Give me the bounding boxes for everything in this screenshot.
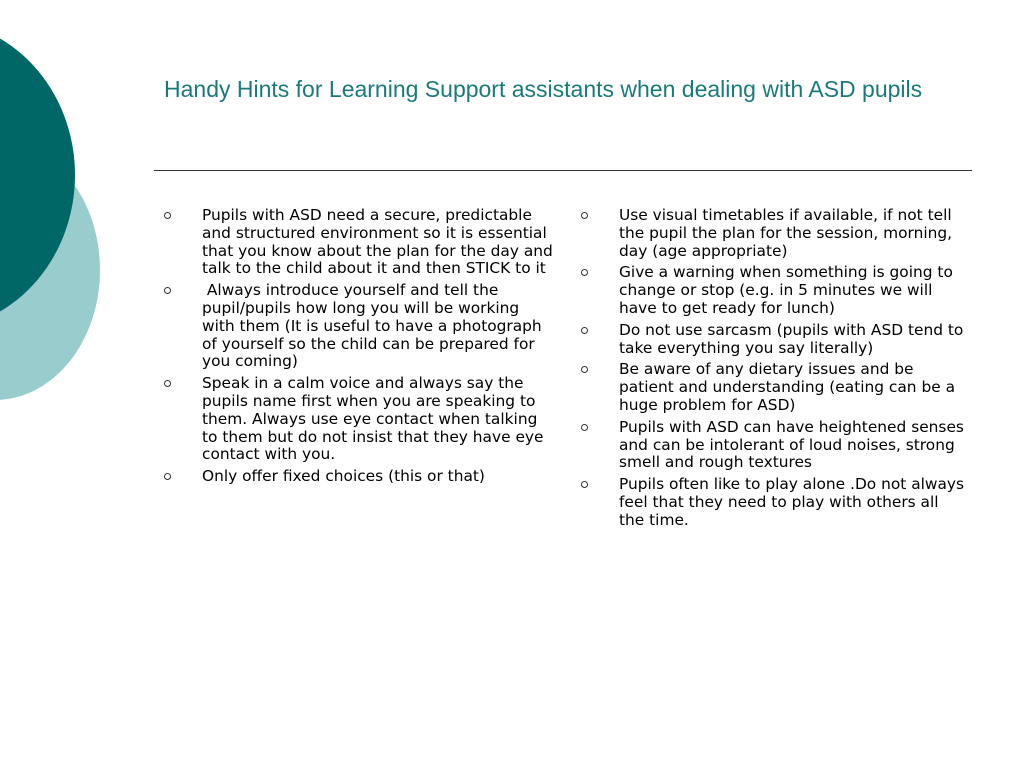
slide-title: Handy Hints for Learning Support assistants when dealing with ASD pupils — [164, 76, 923, 102]
bullet-text: Speak in a calm voice and always say the pupils name first when you are speaking to them. Always use eye contact when talking to them but do not insist that they have eye contact with you. — [202, 374, 549, 464]
bullet-item — [581, 361, 966, 414]
bullet-icon — [164, 287, 171, 294]
bullet-item — [164, 375, 554, 464]
bullet-text: Give a warning when something is going to change or stop (e.g. in 5 minutes we will have to get ready for lunch) — [619, 263, 958, 317]
bullet-text: Use visual timetables if available, if not tell the pupil the plan for the session, morning, day (age appropriate) — [619, 206, 957, 260]
bullet-text: Always introduce yourself and tell the pupil/pupils how long you will be working with them (It is useful to have a photograph of yourself so the child can be prepared for you coming) — [202, 281, 547, 371]
bullet-item — [164, 468, 554, 486]
bullet-icon — [581, 481, 588, 488]
bullet-text: Pupils with ASD can have heightened senses and can be intolerant of loud noises, strong smell and rough textures — [619, 417, 969, 472]
right-bullet-list — [581, 206, 969, 534]
bullet-item — [581, 207, 966, 260]
bullet-item — [581, 417, 969, 472]
left-bullet-list — [164, 206, 558, 490]
bullet-icon — [164, 473, 171, 480]
bullet-text: Be aware of any dietary issues and be patient and understanding (eating can be a huge problem for ASD) — [619, 360, 960, 414]
bullet-item — [581, 264, 966, 317]
bullet-text: Do not use sarcasm (pupils with ASD tend to take everything you say literally) — [619, 320, 969, 357]
title-divider — [154, 170, 972, 171]
bullet-icon — [581, 212, 588, 219]
bullet-item — [581, 320, 969, 358]
bullet-item — [164, 206, 558, 278]
bullet-item — [581, 475, 969, 529]
bullet-text: Pupils with ASD need a secure, predictable and structured environment so it is essential that you know about the plan for the day and talk to the child about it and then STICK to it — [202, 206, 558, 278]
bullet-icon — [164, 380, 171, 387]
bullet-item — [164, 282, 554, 371]
bullet-icon — [581, 366, 588, 373]
bullet-text: Only offer fixed choices (this or that) — [202, 467, 485, 486]
bullet-icon — [581, 269, 588, 276]
bullet-icon — [581, 424, 588, 431]
bullet-icon — [581, 327, 588, 334]
bullet-icon — [164, 212, 171, 219]
bullet-text: Pupils often like to play alone .Do not always feel that they need to play with others all the time. — [619, 475, 969, 529]
